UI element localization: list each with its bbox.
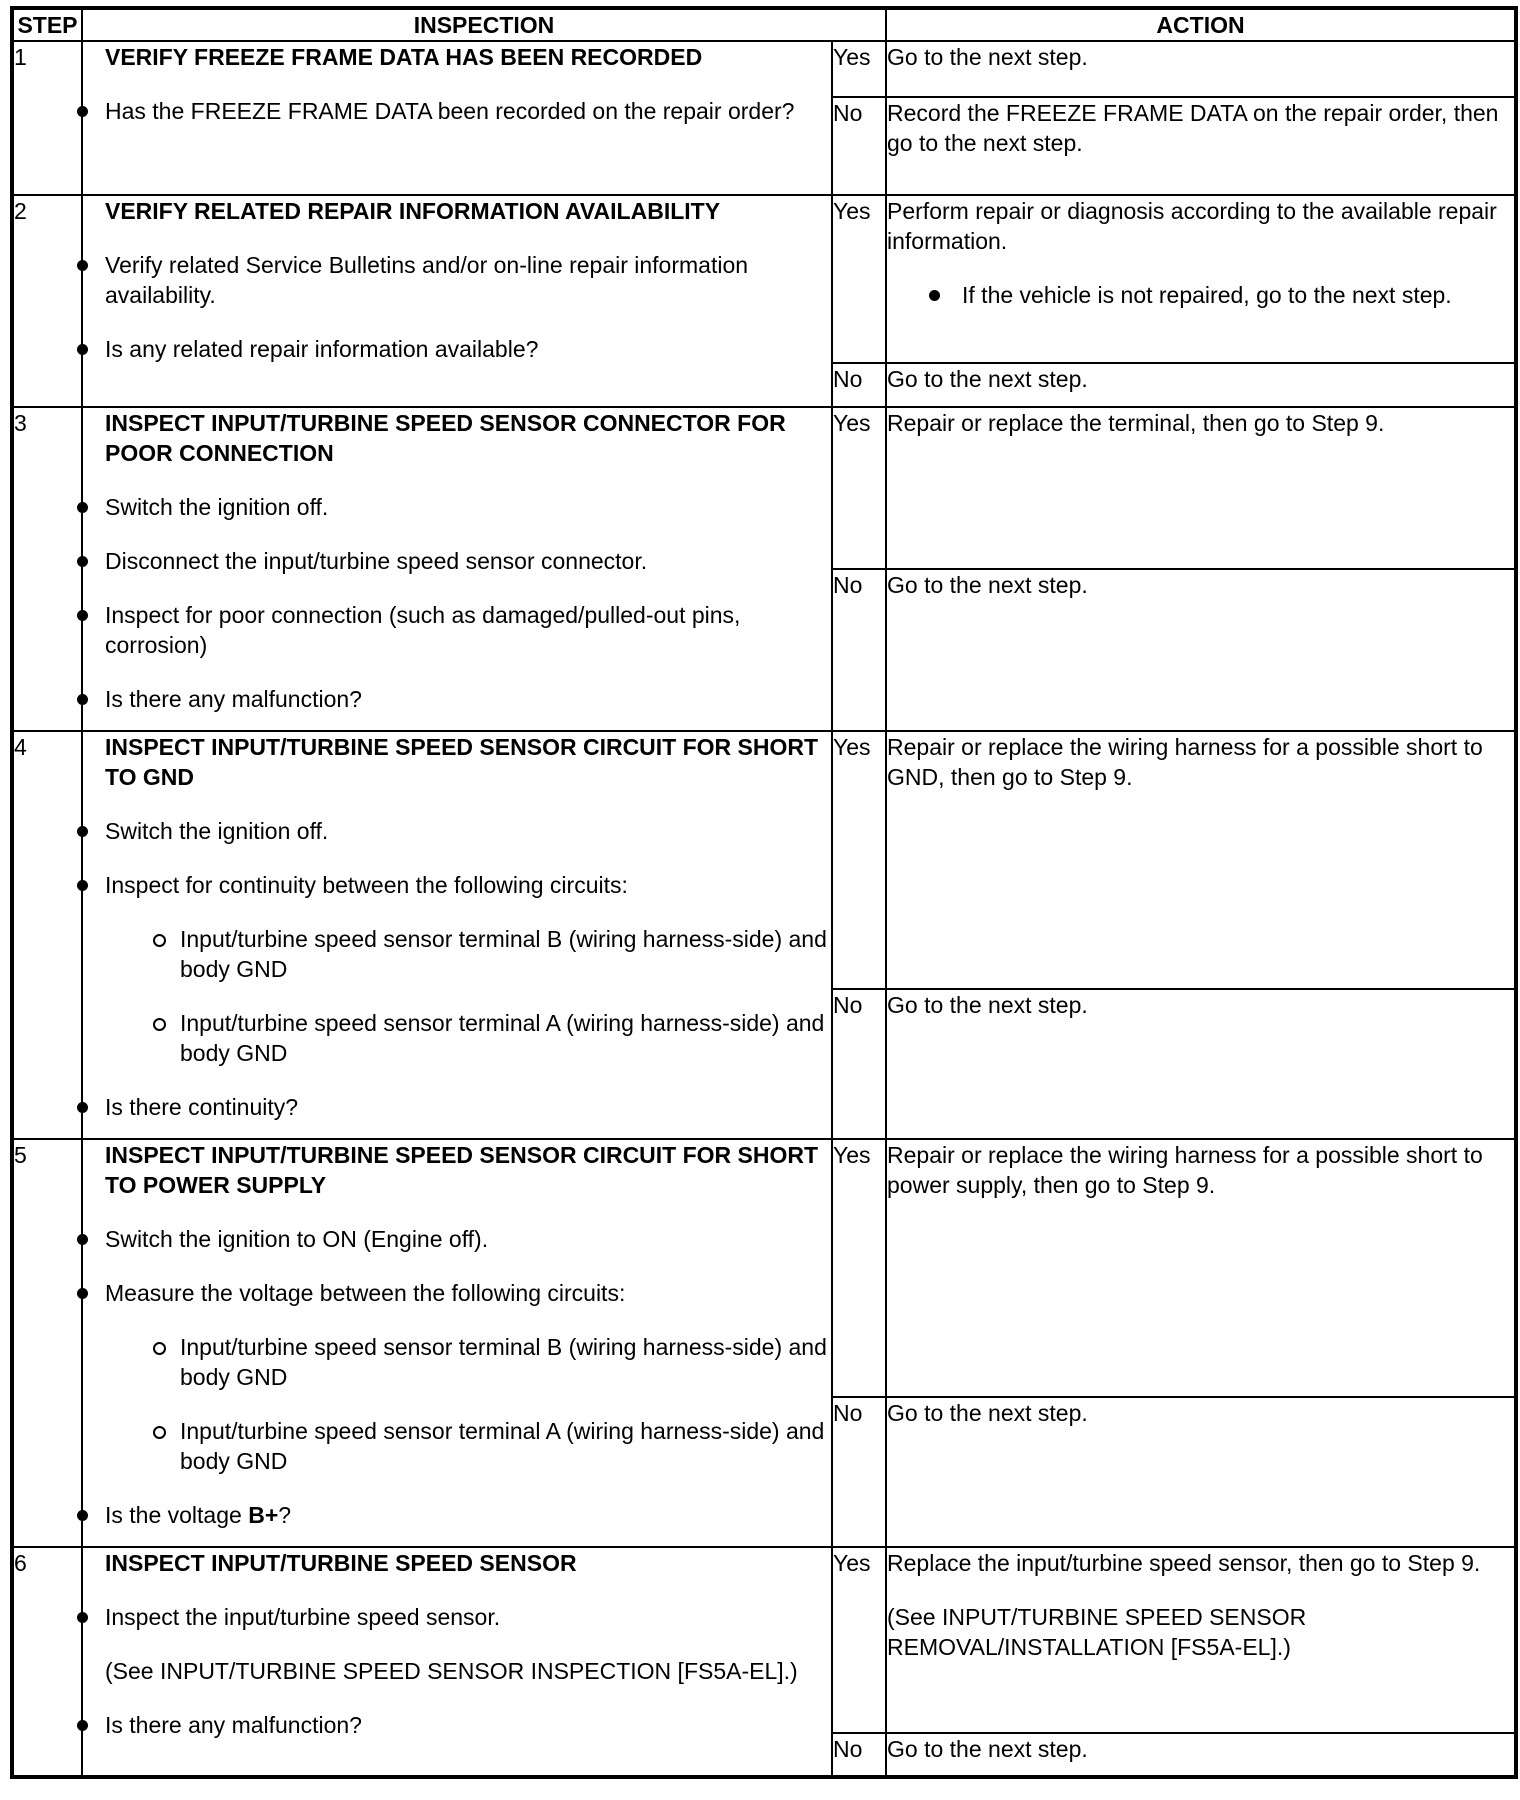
yes-action-bullet: If the vehicle is not repaired, go to the next step. [887, 280, 1514, 310]
no-action: Record the FREEZE FRAME DATA on the repair order, then go to the next step. [886, 97, 1516, 195]
yes-label: Yes [832, 407, 886, 569]
bullet-item: Disconnect the input/turbine speed sensor connector. [83, 546, 831, 576]
inspection-title: INSPECT INPUT/TURBINE SPEED SENSOR CIRCUIT FOR SHORT TO POWER SUPPLY [105, 1142, 819, 1198]
bullet-item: Inspect for continuity between the following circuits: [83, 870, 831, 900]
yes-action: Repair or replace the wiring harness for a possible short to power supply, then go to Step 9. [886, 1139, 1516, 1397]
step-3-yes-row [12, 407, 1516, 569]
step-2-yes-row [12, 195, 1516, 363]
step-number: 3 [12, 407, 82, 731]
yes-label: Yes [832, 195, 886, 363]
table-header-row [12, 8, 1516, 41]
step-4-yes-row [12, 731, 1516, 989]
no-action: Go to the next step. [886, 989, 1516, 1139]
question-mark: ? [278, 1502, 292, 1528]
step-6-inspection [82, 1547, 832, 1777]
inspection-title: VERIFY RELATED REPAIR INFORMATION AVAILABILITY [105, 198, 721, 224]
no-label: No [832, 989, 886, 1139]
sub-bullet-item: Input/turbine speed sensor terminal B (wiring harness-side) and body GND [83, 1332, 831, 1392]
bullet-item: Switch the ignition to ON (Engine off). [83, 1224, 831, 1254]
bullet-item: Is there continuity? [83, 1092, 831, 1122]
step-6-yes-row [12, 1547, 1516, 1733]
no-action: Go to the next step. [886, 1397, 1516, 1547]
yes-action: Repair or replace the terminal, then go to Step 9. [886, 407, 1516, 569]
voltage-value: B+ [248, 1502, 279, 1528]
no-label: No [832, 1733, 886, 1777]
yes-action-cell [886, 1547, 1516, 1733]
header-action: ACTION [886, 8, 1516, 41]
step-number: 6 [12, 1547, 82, 1777]
bullet-item: Is there any malfunction? [83, 684, 831, 714]
no-action: Go to the next step. [886, 363, 1516, 407]
step-4-inspection [82, 731, 832, 1139]
yes-label: Yes [832, 1139, 886, 1397]
bullet-item-voltage-question [83, 1500, 831, 1530]
no-label: No [832, 569, 886, 731]
bullet-item: Switch the ignition off. [83, 816, 831, 846]
header-inspection: INSPECTION [82, 8, 886, 41]
bullet-item: Verify related Service Bulletins and/or on-line repair information availability. [83, 250, 831, 310]
yes-action-reference-note: (See INPUT/TURBINE SPEED SENSOR REMOVAL/INSTALLATION [FS5A-EL].) [887, 1604, 1307, 1660]
step-number: 4 [12, 731, 82, 1139]
inspection-title: INSPECT INPUT/TURBINE SPEED SENSOR CIRCUIT FOR SHORT TO GND [105, 734, 819, 790]
inspection-title: INSPECT INPUT/TURBINE SPEED SENSOR [105, 1550, 577, 1576]
step-number: 5 [12, 1139, 82, 1547]
question-text: Is the voltage [105, 1502, 249, 1528]
no-action: Go to the next step. [886, 1733, 1516, 1777]
diagnostic-table-frame [10, 6, 1514, 1779]
header-step: STEP [12, 8, 82, 41]
yes-action: Replace the input/turbine speed sensor, then go to Step 9. [887, 1550, 1481, 1576]
sub-bullet-item: Input/turbine speed sensor terminal B (wiring harness-side) and body GND [83, 924, 831, 984]
bullet-item: Inspect for poor connection (such as damaged/pulled-out pins, corrosion) [83, 600, 831, 660]
sub-bullet-item: Input/turbine speed sensor terminal A (wiring harness-side) and body GND [83, 1416, 831, 1476]
yes-action: Perform repair or diagnosis according to the available repair information. [887, 198, 1497, 254]
no-label: No [832, 1397, 886, 1547]
no-label: No [832, 363, 886, 407]
no-action: Go to the next step. [886, 569, 1516, 731]
bullet-item: Measure the voltage between the following circuits: [83, 1278, 831, 1308]
step-1-inspection [82, 41, 832, 195]
sub-bullet-item: Input/turbine speed sensor terminal A (wiring harness-side) and body GND [83, 1008, 831, 1068]
bullet-item: Has the FREEZE FRAME DATA been recorded on the repair order? [83, 96, 831, 126]
yes-label: Yes [832, 1547, 886, 1733]
no-label: No [832, 97, 886, 195]
step-5-inspection [82, 1139, 832, 1547]
step-number: 2 [12, 195, 82, 407]
inspection-title: VERIFY FREEZE FRAME DATA HAS BEEN RECORDED [105, 44, 703, 70]
step-2-inspection [82, 195, 832, 407]
yes-action-cell [886, 195, 1516, 363]
bullet-item: Is there any malfunction? [83, 1710, 831, 1740]
yes-label: Yes [832, 731, 886, 989]
step-1-yes-row [12, 41, 1516, 97]
inspection-reference-note: (See INPUT/TURBINE SPEED SENSOR INSPECTION [FS5A-EL].) [105, 1658, 798, 1684]
step-5-yes-row [12, 1139, 1516, 1397]
yes-label: Yes [832, 41, 886, 97]
diagnostic-procedure-table [10, 6, 1518, 1779]
step-3-inspection [82, 407, 832, 731]
bullet-item: Is any related repair information available? [83, 334, 831, 364]
step-number: 1 [12, 41, 82, 195]
bullet-item: Inspect the input/turbine speed sensor. [83, 1602, 831, 1632]
bullet-item: Switch the ignition off. [83, 492, 831, 522]
yes-action: Go to the next step. [886, 41, 1516, 97]
inspection-title: INSPECT INPUT/TURBINE SPEED SENSOR CONNECTOR FOR POOR CONNECTION [105, 410, 786, 466]
yes-action: Repair or replace the wiring harness for a possible short to GND, then go to Step 9. [886, 731, 1516, 989]
